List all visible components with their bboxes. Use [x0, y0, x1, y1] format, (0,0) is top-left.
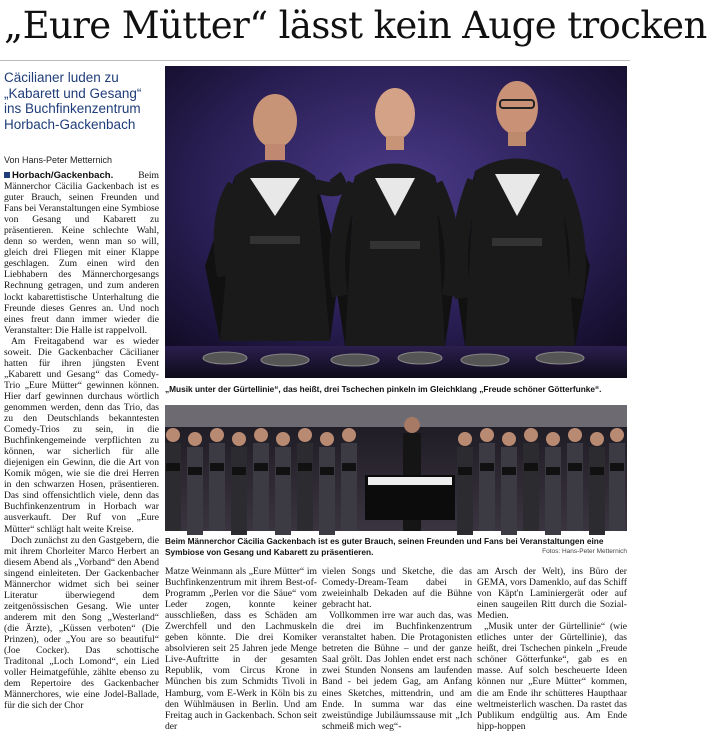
singer-head [232, 432, 246, 446]
music-folder [458, 467, 472, 475]
music-folder [210, 463, 224, 471]
singer-head [320, 432, 334, 446]
singer-head [568, 428, 582, 442]
paragraph [4, 170, 159, 336]
author-byline: Von Hans-Peter Metternich [4, 155, 113, 165]
music-folder [590, 467, 604, 475]
photo-male-choir [165, 405, 627, 531]
singer-head [546, 432, 560, 446]
article-column-4 [477, 566, 627, 732]
music-folder [546, 467, 560, 475]
stage-photo-illustration [165, 66, 627, 378]
singer [479, 443, 495, 531]
singer-head [502, 432, 516, 446]
music-folder [320, 467, 334, 475]
square-bullet-icon [4, 172, 10, 178]
singer-head [610, 428, 624, 442]
music-folder [502, 467, 516, 475]
music-folder [298, 463, 312, 471]
article-column-3 [322, 566, 472, 732]
singer [567, 443, 583, 531]
article-column-1 [4, 170, 159, 727]
music-folder [342, 463, 356, 471]
singer [275, 447, 291, 535]
singer-head [210, 428, 224, 442]
headline: „Eure Mütter“ lässt kein Auge trocken [4, 4, 707, 47]
singer [457, 447, 473, 535]
singer [253, 443, 269, 531]
singer [341, 443, 357, 531]
article-column-2 [165, 566, 317, 732]
music-folder [188, 467, 202, 475]
singer-head [458, 432, 472, 446]
paragraph: Doch zunächst zu den Gastgebern, die mit ihrem Chorleiter Marco Herbert an diesem Abend als „Vorband“ den Abend singend einleiteten. Der Gackenbacher Männerchor widmet sich bei seiner Literatur überwiegend dem zeitgenössischen Gesang. Wie unter anderem mit den Song „Westerland“ (die Ärzte), „Küssen verboten“ (Die Prinzen), oder „You are so beautiful“ (Joe Cocker). Das schottische Traditonal „Loch Lomond“, ein Lied voller Heimatgefühle, zählte ebenso zu dem Repertoire des Gackenbacher Männerchores, wie eine Jodel-Ballade, für die sich der Chor [4, 534, 159, 712]
paragraph: „Musik unter der Gürtellinie“ (wie etliches unter der Gürtellinie), das heißt, drei Tschechen pinkeln „Freude schöner Götterfunke“, gab es en masse. Auf solch bescheuerte Ideen können nur „Eure Mütter“ kommen, die am Ende ihr schütteres Haupthaar weltmeisterlich waschen. Da rastet das Publikum endgültig aus. Am Ende hipp-hoppen [477, 621, 627, 732]
singer-head [298, 428, 312, 442]
singer-head [342, 428, 356, 442]
singer [209, 443, 225, 531]
music-folder [524, 463, 538, 471]
singer [231, 447, 247, 535]
singer-head [590, 432, 604, 446]
paragraph: Vollkommen irre war auch das, was die drei im Buchfinkenzentrum veranstaltet haben. Die Protagonisten betreten die Bühne – und der ganze Saal grölt. Das Johlen endet erst nach zwei Stunden Nonsens am laufenden Band - bei jedem Gag, am Anfang eines Sketches, mittendrin, und am Ende. In summa war das eine zweistündige Jubiläumssause mit „Ich schmeiß mich weg“- [322, 610, 472, 732]
singer [165, 443, 181, 531]
piano-keys [368, 477, 452, 485]
music-folder [568, 463, 582, 471]
singer [545, 447, 561, 535]
singer-head [276, 432, 290, 446]
singer-head [524, 428, 538, 442]
music-folder [480, 463, 494, 471]
photo-comedy-trio [165, 66, 627, 378]
singer [589, 447, 605, 535]
singer [523, 443, 539, 531]
singer-head [254, 428, 268, 442]
photo-caption-1: „Musik unter der Gürtellinie“, das heißt, drei Tschechen pinkeln im Gleichklang „Freude schöner Götterfunke“. [165, 384, 602, 394]
subheadline: Cäcilianer luden zu „Kabarett und Gesang“ ins Buchfinkenzentrum Horbach-Gackenbach [4, 70, 142, 132]
singer [187, 447, 203, 535]
singer [297, 443, 313, 531]
paragraph: Matze Weinmann als „Eure Mütter“ im Buchfinkenzentrum mit ihrem Best-of-Programm „Perlen vor die Säue“ vom Leder zogen, konnte keiner ausschließen, dass es Schäden am Zwerchfell und den Lachmuskeln geben könnte. Die drei Komiker absolvieren seit 25 Jahren jede Menge Live-Auftritte in der gesamten Republik, vom Circus Krone in München bis zum Schmidts Tivoli in Hamburg, vom E-Werk in Köln bis zu den Wühlmäusen in Berlin. Und am Freitag auch in Gackenbach. Schon seit der [165, 566, 317, 732]
singer [609, 443, 625, 531]
photo-caption-2: Beim Männerchor Cäcilia Gackenbach ist es guter Brauch, seinen Freunden und Fans bei Veranstaltungen eine Symbiose von Gesang und Kabarett zu präsentieren. [165, 536, 604, 557]
paragraph-text: Beim Männerchor Cäcilia Gackenbach ist es guter Brauch, seinen Freunden und Fans bei Veranstaltungen eine Symbiose von Gesang und Kabarett zu präsentieren. Keine schlechte Wahl, denn so werden, wenn man so will, gleich drei Fliegen mit einer Klappe geschlagen. Zum einen wird den Liebhabern des Männerchorgesangs Rechnung getragen, und zum anderen lockt kabarettistische Unterhaltung die Freunde dieses Genres an. Und noch eines freut dann immer wieder die Veranstalter: Die Halle ist rappelvoll. [4, 170, 159, 336]
paragraph: am Arsch der Welt), ins Büro der GEMA, vors Damenklo, auf das Schiff von Käpt'n Laminiergerät oder auf einen saugeilen Ritt durch die Sozial-Medien. [477, 566, 627, 622]
music-folder [166, 463, 180, 471]
conductor-head [404, 417, 420, 433]
singer [501, 447, 517, 535]
choir-photo-illustration [165, 405, 627, 531]
singer-head [188, 432, 202, 446]
music-folder [276, 467, 290, 475]
singer [319, 447, 335, 535]
divider [0, 60, 630, 61]
dateline: Horbach/Gackenbach. [12, 170, 114, 181]
singer-head [166, 428, 180, 442]
paragraph: vielen Songs und Sketche, die das Comedy-Dream-Team dabei in zweieinhalb Dekaden auf die Bühne gebracht hat. [322, 566, 472, 611]
singer-head [480, 428, 494, 442]
music-folder [610, 463, 624, 471]
photo-credit: Fotos: Hans-Peter Metternich [542, 548, 627, 555]
music-folder [232, 467, 246, 475]
music-folder [254, 463, 268, 471]
paragraph: Am Freitagabend war es wieder soweit. Die Gackenbacher Cäcilianer hatten für ihren jüngsten Event „Kabarett und Gesang“ das Comedy-Trio „Eure Mütter“ gewinnen können. Hier darf gewinnen durchaus wörtlich genommen werden, denn das Trio, das zu den Deutschlands bekanntesten Comedy-Trios zu sein, in die Buchfinkengemeinde verpflichten zu können, war sicherlich für alle diejenigen ein Gewinn, die die Art von Komik mögen, wie sie die drei Herren in den schwarzen Hosen, präsentieren. Das sind offensichtlich viele, denn das Buchfinkenzentrum in Horbach war ausverkauft. Der Ruf von „Eure Mütter“ schlägt halt weite Kreise. [4, 335, 159, 535]
